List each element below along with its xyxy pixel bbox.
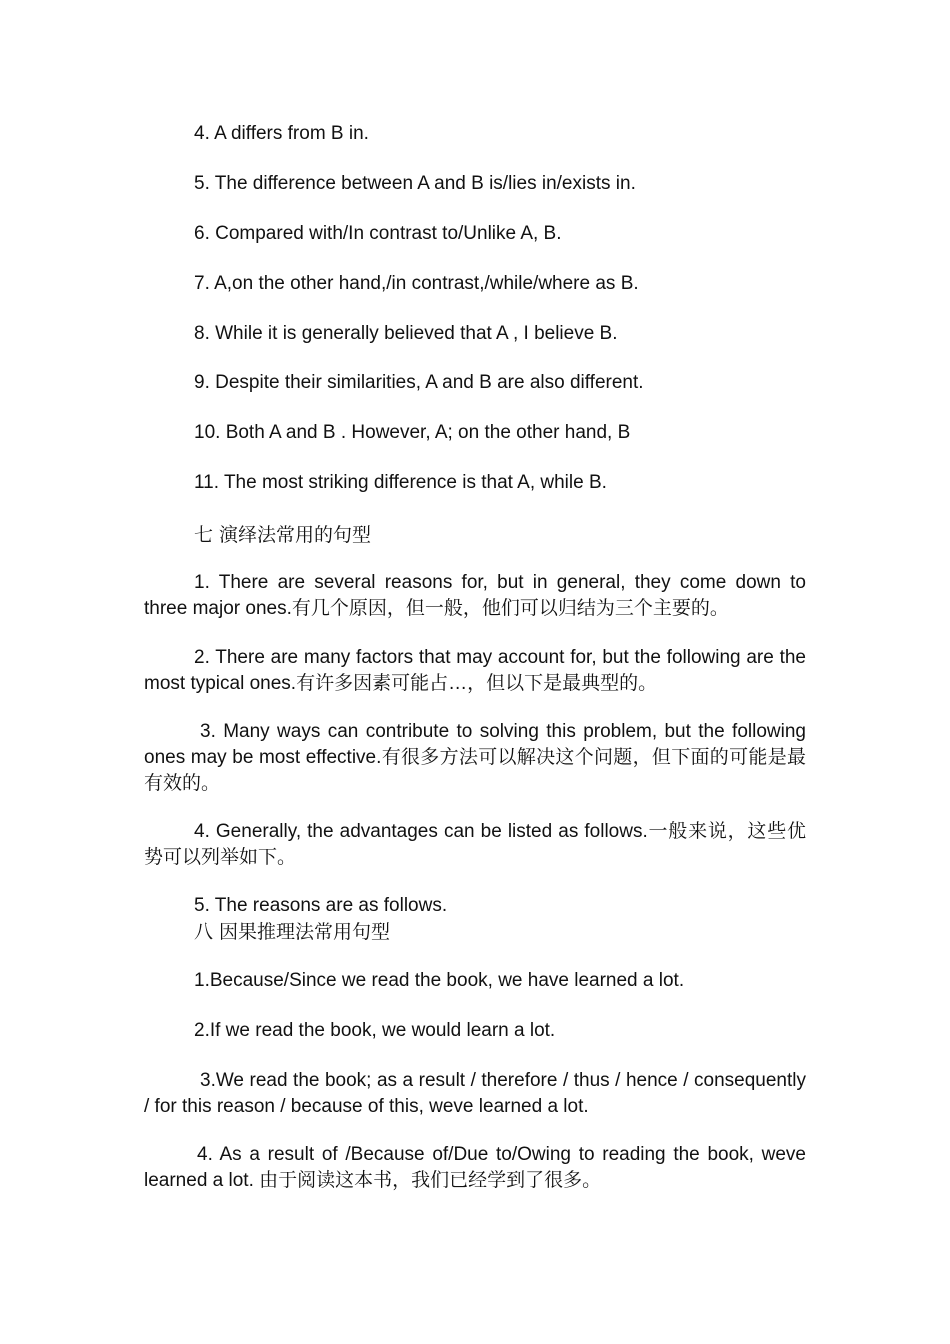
paragraph: 4. As a result of /Because of/Due to/Owing to reading the book, weve learned a lot. 由于阅读这本书，我们已经学到了很多。 bbox=[144, 1144, 806, 1191]
list-item: 9. Despite their similarities, A and B are also different. bbox=[194, 372, 644, 393]
paragraph: 3.We read the book; as a result / therefore / thus / hence / consequently / for this reason / because of this, weve learned a lot. bbox=[144, 1070, 806, 1117]
section-heading: 七 演绎法常用的句型 bbox=[194, 524, 372, 546]
list-item: 11. The most striking difference is that A, while B. bbox=[194, 472, 607, 493]
paragraph: 4. Generally, the advantages can be listed as follows.一般来说，这些优势可以列举如下。 bbox=[144, 821, 806, 868]
paragraph: 3. Many ways can contribute to solving this problem, but the following ones may be most effective.有很多方法可以解决这个问题，但下面的可能是最有效的。 bbox=[144, 721, 806, 794]
paragraph: 2. There are many factors that may account for, but the following are the most typical ones.有许多因素可能占…，但以下是最典型的。 bbox=[144, 647, 806, 694]
list-item: 5. The difference between A and B is/lies in/exists in. bbox=[194, 173, 636, 194]
list-item: 4. A differs from B in. bbox=[194, 123, 369, 144]
list-item: 6. Compared with/In contrast to/Unlike A, B. bbox=[194, 223, 562, 244]
list-item: 2.If we read the book, we would learn a lot. bbox=[194, 1020, 556, 1041]
list-item: 7. A,on the other hand,/in contrast,/while/where as B. bbox=[194, 273, 639, 294]
list-item: 5. The reasons are as follows. bbox=[194, 895, 448, 916]
list-item: 8. While it is generally believed that A , I believe B. bbox=[194, 323, 618, 344]
paragraph: 1. There are several reasons for, but in general, they come down to three major ones.有几个原因，但一般，他们可以归结为三个主要的。 bbox=[144, 572, 806, 619]
section-heading: 八 因果推理法常用句型 bbox=[194, 921, 391, 943]
list-item: 10. Both A and B . However, A; on the other hand, B bbox=[194, 422, 631, 443]
list-item: 1.Because/Since we read the book, we have learned a lot. bbox=[194, 970, 685, 991]
